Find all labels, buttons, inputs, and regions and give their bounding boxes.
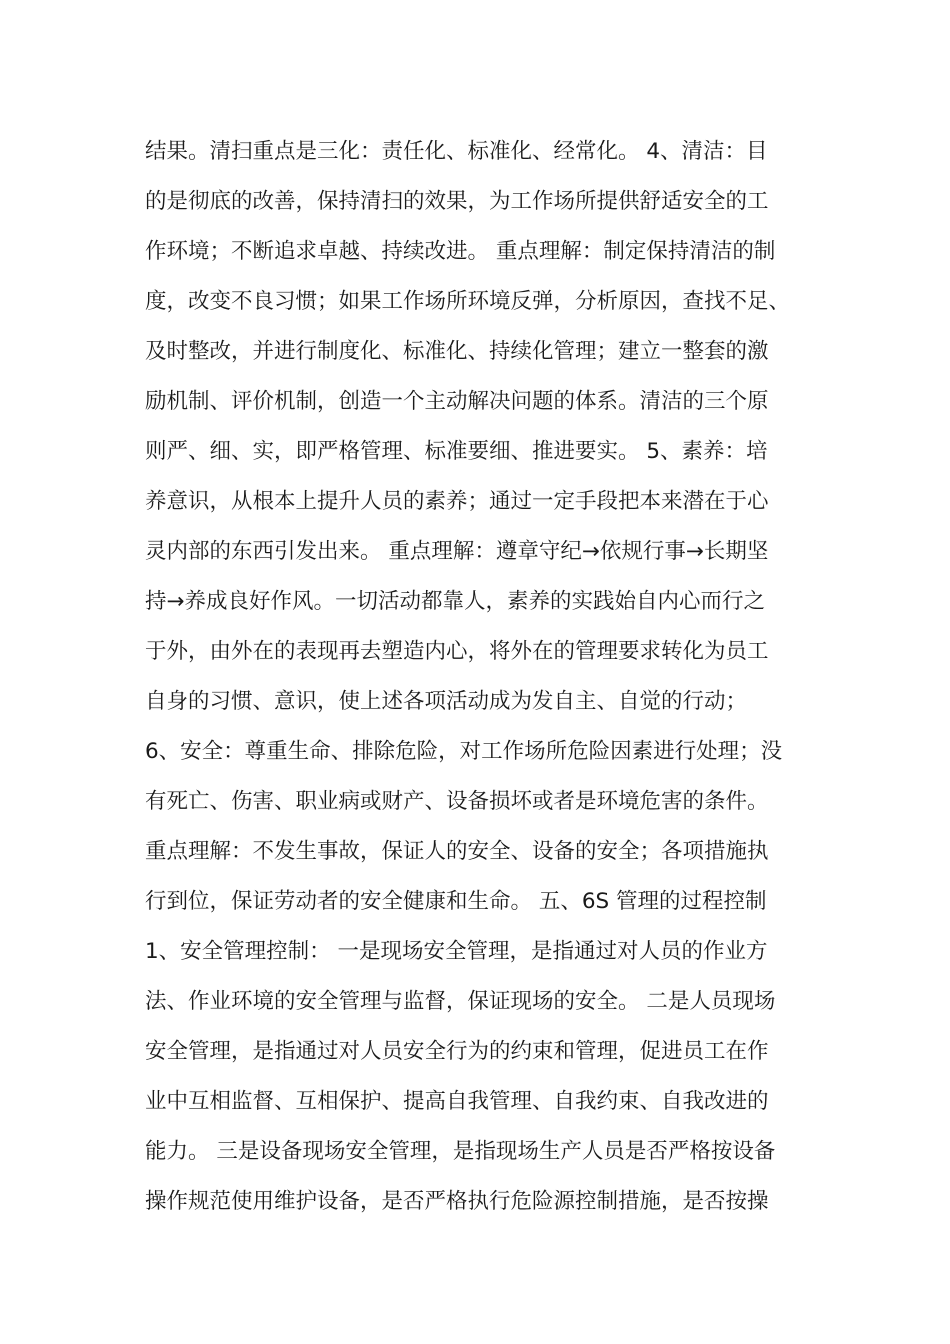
text-line: 作环境；不断追求卓越、持续改进。 重点理解：制定保持清洁的制 <box>145 239 776 264</box>
text-line: 能力。 三是设备现场安全管理，是指现场生产人员是否严格按设备 <box>145 1139 776 1164</box>
text-line: 1、安全管理控制： 一是现场安全管理，是指通过对人员的作业方 <box>145 939 768 964</box>
text-line: 结果。清扫重点是三化：责任化、标准化、经常化。 4、清洁：目 <box>145 139 768 164</box>
text-line: 安全管理，是指通过对人员安全行为的约束和管理，促进员工在作 <box>145 1039 769 1064</box>
text-line: 则严、细、实，即严格管理、标准要细、推进要实。 5、素养：培 <box>145 439 768 464</box>
text-line: 6、安全：尊重生命、排除危险，对工作场所危险因素进行处理；没 <box>145 739 783 764</box>
text-line: 业中互相监督、互相保护、提高自我管理、自我约束、自我改进的 <box>145 1089 769 1114</box>
text-line: 重点理解：不发生事故，保证人的安全、设备的安全；各项措施执 <box>145 839 769 864</box>
text-line: 度，改变不良习惯；如果工作场所环境反弹，分析原因，查找不足、 <box>145 289 791 314</box>
text-line: 持→养成良好作风。一切活动都靠人，素养的实践始自内心而行之 <box>145 589 766 614</box>
text-line: 有死亡、伤害、职业病或财产、设备损坏或者是环境危害的条件。 <box>145 789 769 814</box>
text-line: 法、作业环境的安全管理与监督，保证现场的安全。 二是人员现场 <box>145 989 776 1014</box>
text-line: 励机制、评价机制，创造一个主动解决问题的体系。清洁的三个原 <box>145 389 769 414</box>
text-line: 的是彻底的改善，保持清扫的效果，为工作场所提供舒适安全的工 <box>145 189 769 214</box>
text-line: 灵内部的东西引发出来。 重点理解：遵章守纪→依规行事→长期坚 <box>145 539 769 564</box>
text-line: 行到位，保证劳动者的安全健康和生命。 五、6S 管理的过程控制 <box>145 889 767 914</box>
text-line: 于外，由外在的表现再去塑造内心，将外在的管理要求转化为员工 <box>145 639 769 664</box>
text-line: 养意识，从根本上提升人员的素养；通过一定手段把本来潜在于心 <box>145 489 769 514</box>
text-line: 及时整改，并进行制度化、标准化、持续化管理；建立一整套的激 <box>145 339 769 364</box>
text-line: 自身的习惯、意识，使上述各项活动成为发自主、自觉的行动； <box>145 689 748 714</box>
text-line: 操作规范使用维护设备，是否严格执行危险源控制措施，是否按操 <box>145 1189 769 1214</box>
body-text <box>145 127 845 1227</box>
